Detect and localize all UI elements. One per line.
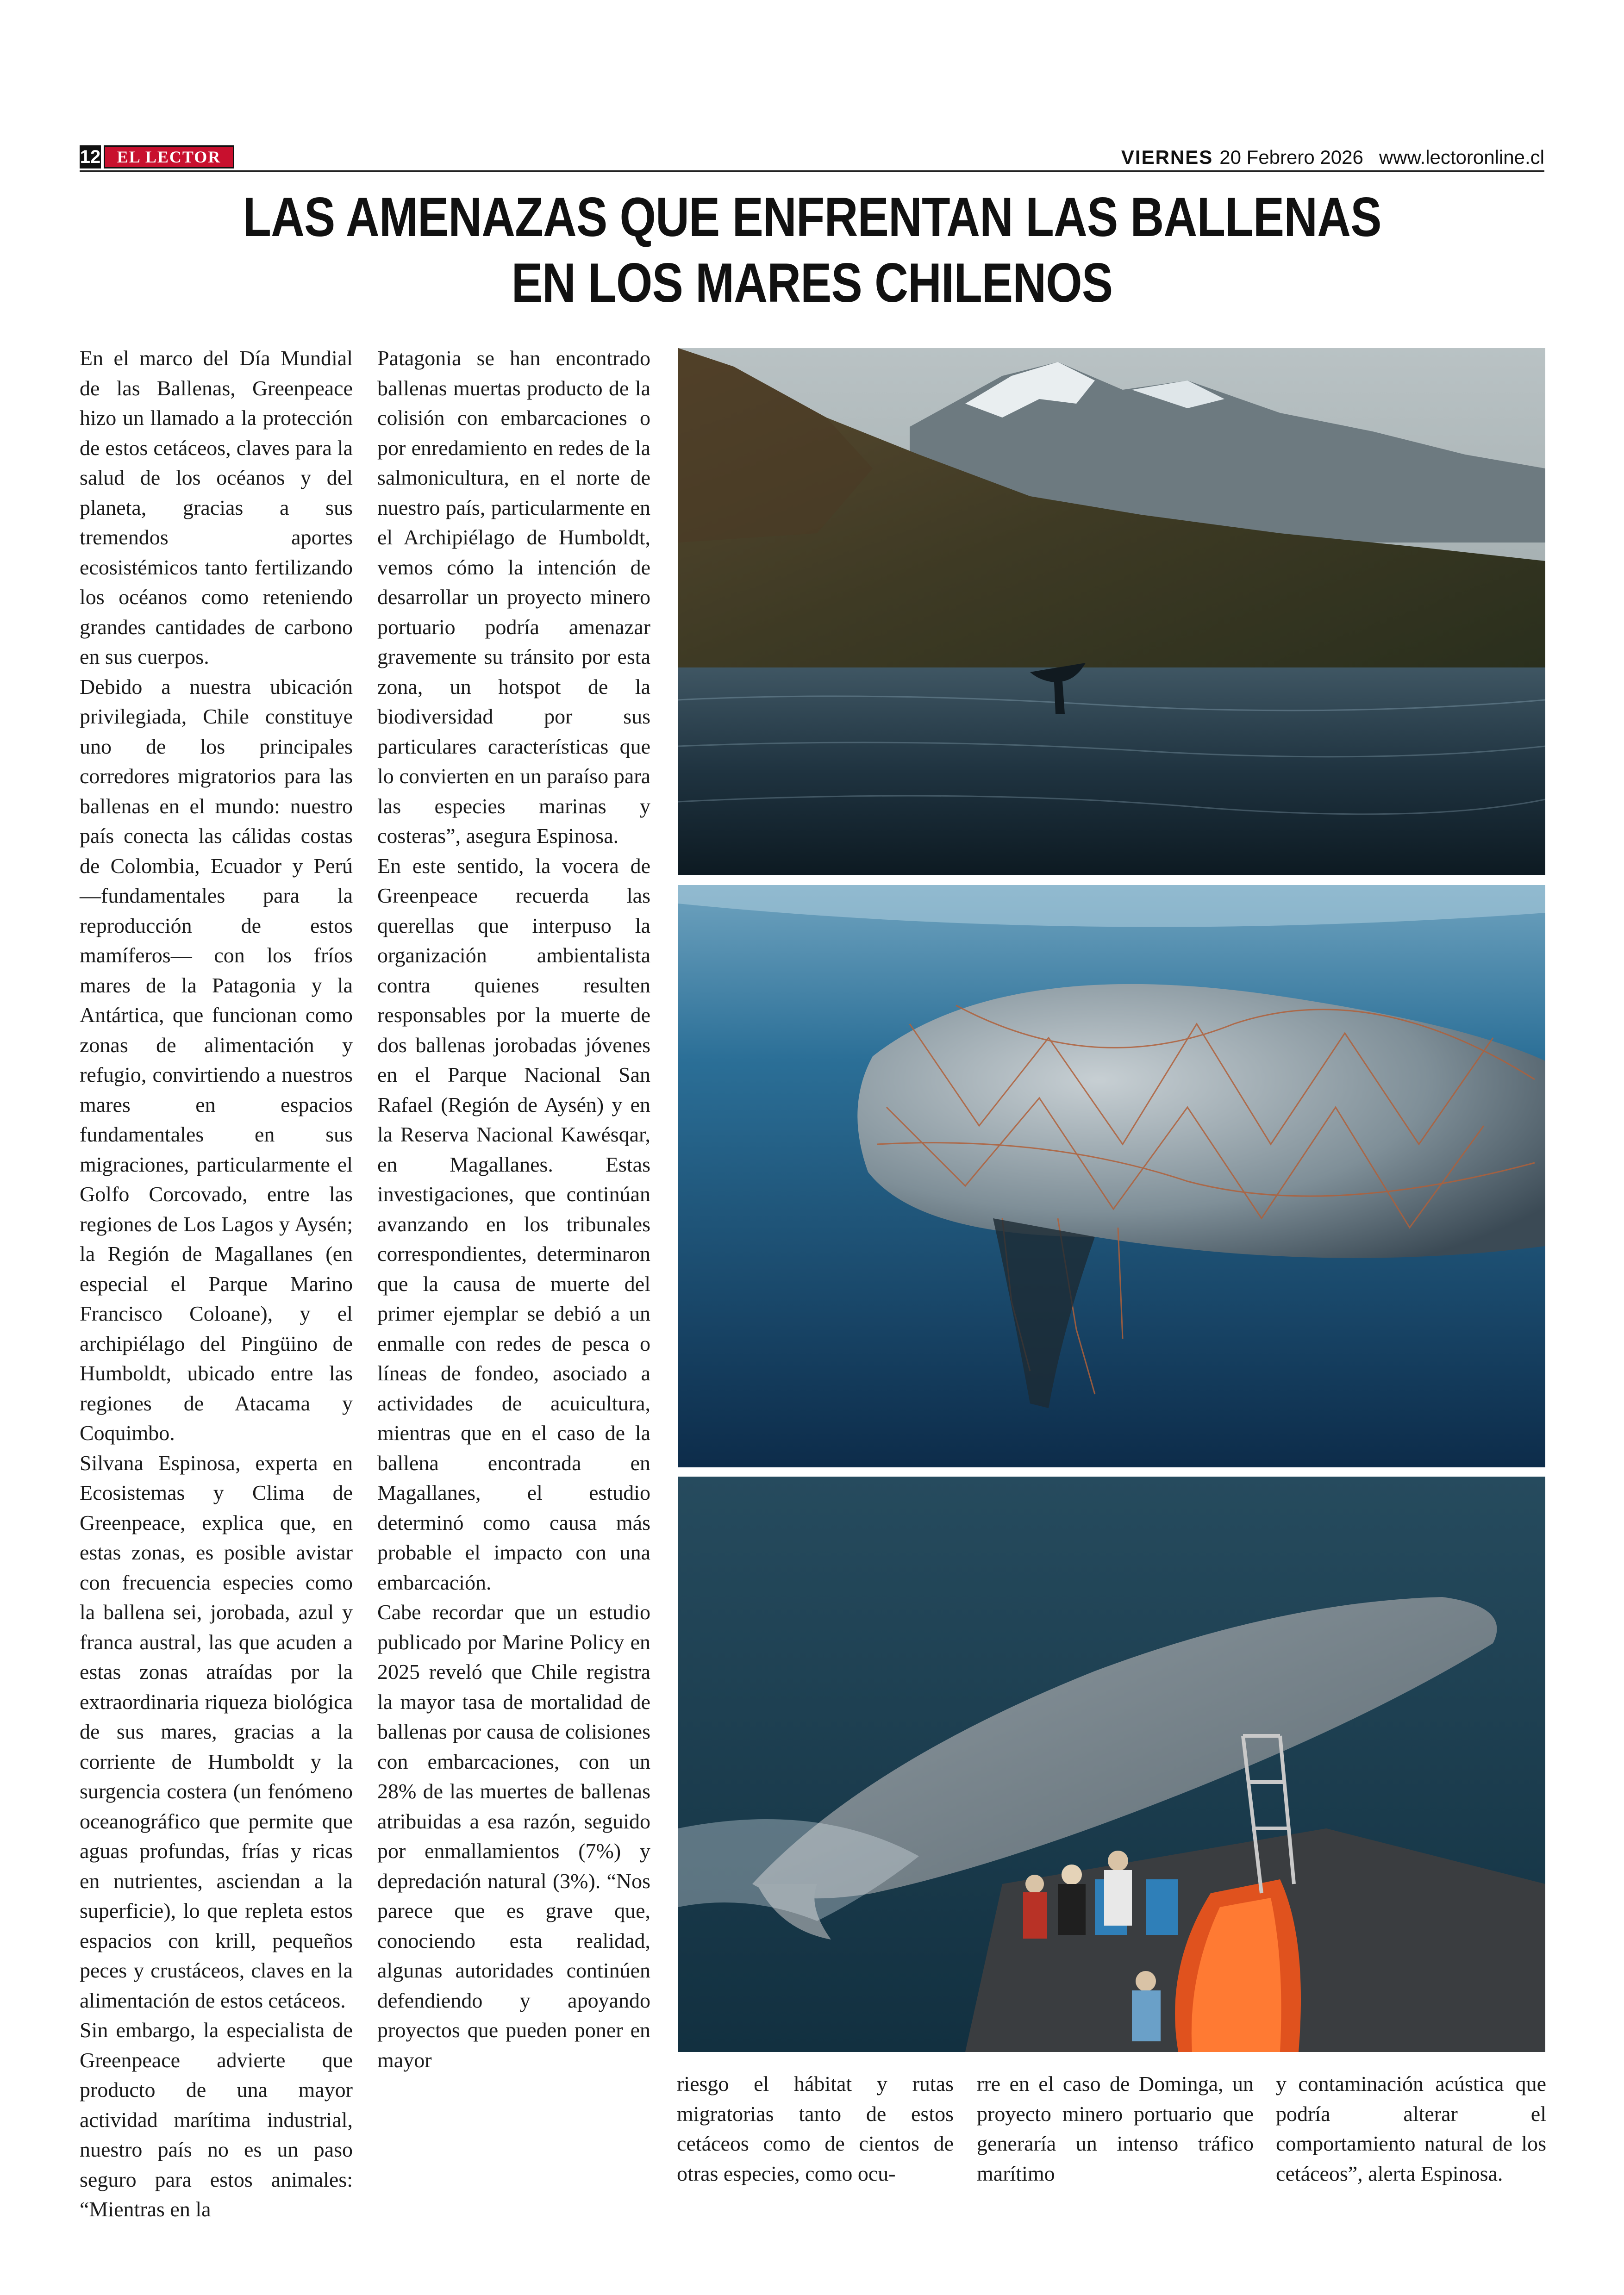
page-header [80, 144, 1544, 172]
paragraph: rre en el caso de Dominga, un proyecto minero portuario que generaría un intenso tráfico marítimo [977, 2072, 1254, 2185]
paragraph: riesgo el hábitat y rutas migratorias tanto de estos cetáceos como de cientos de otras especies, como ocu- [677, 2072, 954, 2185]
article-headline: LAS AMENAZAS QUE ENFRENTAN LAS BALLENAS EN LOS MARES CHILENOS [243, 186, 1381, 314]
article-column-3 [677, 2069, 954, 2189]
article-column-1 [80, 343, 353, 2225]
photo-dead-whale-boat [678, 1477, 1545, 2052]
article-column-4 [977, 2069, 1254, 2189]
paragraph: En este sentido, la vocera de Greenpeace recuerda las querellas que interpuso la organización ambientalista contra quienes resulten responsables por la muerte de dos ballenas jorobadas jóvenes en el Parque Nacional San Rafael (Región de Aysén) y en la Reserva Nacional Kawésqar, en Magallanes. Estas investigaciones, que continúan avanzando en los tribunales correspondientes, determinaron que la causa de muerte del primer ejemplar se debió a un enmalle con redes de pesca o líneas de fondeo, asociado a actividades de acuicultura, mientras que en el caso de la ballena encontrada en Magallanes, el estudio determinó como causa más probable el impacto con una embarcación. [377, 854, 650, 1594]
header-dateline [1121, 146, 1544, 168]
paragraph: Cabe recordar que un estudio publicado por Marine Policy en 2025 reveló que Chile registra la mayor tasa de mortalidad de ballenas por causa de colisiones con embarcaciones, con un 28% de las muertes de ballenas atribuidas a esa razón, seguido por enmallamientos (7%) y depredación natural (3%). “Nos parece que es grave que, conociendo esta realidad, algunas autoridades continúen defendiendo y apoyando proyectos que pueden poner en mayor [377, 1600, 650, 2072]
header-website[interactable]: www.lectoronline.cl [1379, 146, 1544, 168]
paragraph: y contaminación acústica que podría alterar el comportamiento natural de los cetáceos”, alerta Espinosa. [1276, 2072, 1546, 2185]
page-number: 12 [80, 145, 101, 168]
article-column-5 [1276, 2069, 1546, 2189]
newspaper-logo: EL LECTOR [104, 145, 234, 168]
paragraph: Patagonia se han encontrado ballenas muertas producto de la colisión con embarcaciones o por enredamiento en redes de la salmonicultura, en el norte de nuestro país, particularmente en el Archipiélago de Humboldt, vemos cómo la intención de desarrollar un proyecto minero portuario podría amenazar gravemente su tránsito por esta zona, un hotspot de la biodiversidad por sus particulares características que lo convierten en un paraíso para las especies marinas y costeras”, asegura Espinosa. [377, 346, 650, 848]
header-day: VIERNES [1121, 146, 1213, 168]
paragraph: Sin embargo, la especialista de Greenpeace advierte que producto de una mayor actividad marítima industrial, nuestro país no es un paso seguro para estos animales: “Mientras en la [80, 2018, 353, 2221]
photo-whale-entangled-net [678, 885, 1545, 1467]
header-date: 20 Febrero 2026 [1219, 146, 1363, 168]
paragraph: Silvana Espinosa, experta en Ecosistemas y Clima de Greenpeace, explica que, en estas zonas, es posible avistar con frecuencia especies como la ballena sei, jorobada, azul y franca austral, las que acuden a estas zonas atraídas por la extraordinaria riqueza biológica de sus mares, gracias a la corriente de Humboldt y la surgencia costera (un fenómeno oceanográfico que permite que aguas profundas, frías y ricas en nutrientes, asciendan a la superficie), lo que repleta estos espacios con krill, pequeños peces y crustáceos, claves en la alimentación de estos cetáceos. [80, 1451, 353, 2012]
header-rule [80, 170, 1544, 172]
article-column-2 [377, 343, 650, 2075]
paragraph: En el marco del Día Mundial de las Ballenas, Greenpeace hizo un llamado a la protección de estos cetáceos, claves para la salud de los océanos y del planeta, gracias a sus tremendos aportes ecosistémicos tanto fertilizando los océanos como reteniendo grandes cantidades de carbono en sus cuerpos. [80, 346, 353, 668]
paragraph: Debido a nuestra ubicación privilegiada, Chile constituye uno de los principales corredores migratorios para las ballenas en el mundo: nuestro país conecta las cálidas costas de Colombia, Ecuador y Perú —fundamentales para la reproducción de estos mamíferos— con los fríos mares de la Patagonia y la Antártica, que funcionan como zonas de alimentación y refugio, convirtiendo a nuestros mares en espacios fundamentales en sus migraciones, particularmente el Golfo Corcovado, entre las regiones de Los Lagos y Aysén; la Región de Magallanes (en especial el Parque Marino Francisco Coloane), y el archipiélago del Pingüino de Humboldt, ubicado entre las regiones de Atacama y Coquimbo. [80, 674, 353, 1445]
photo-whale-tail-fjord [678, 348, 1545, 875]
